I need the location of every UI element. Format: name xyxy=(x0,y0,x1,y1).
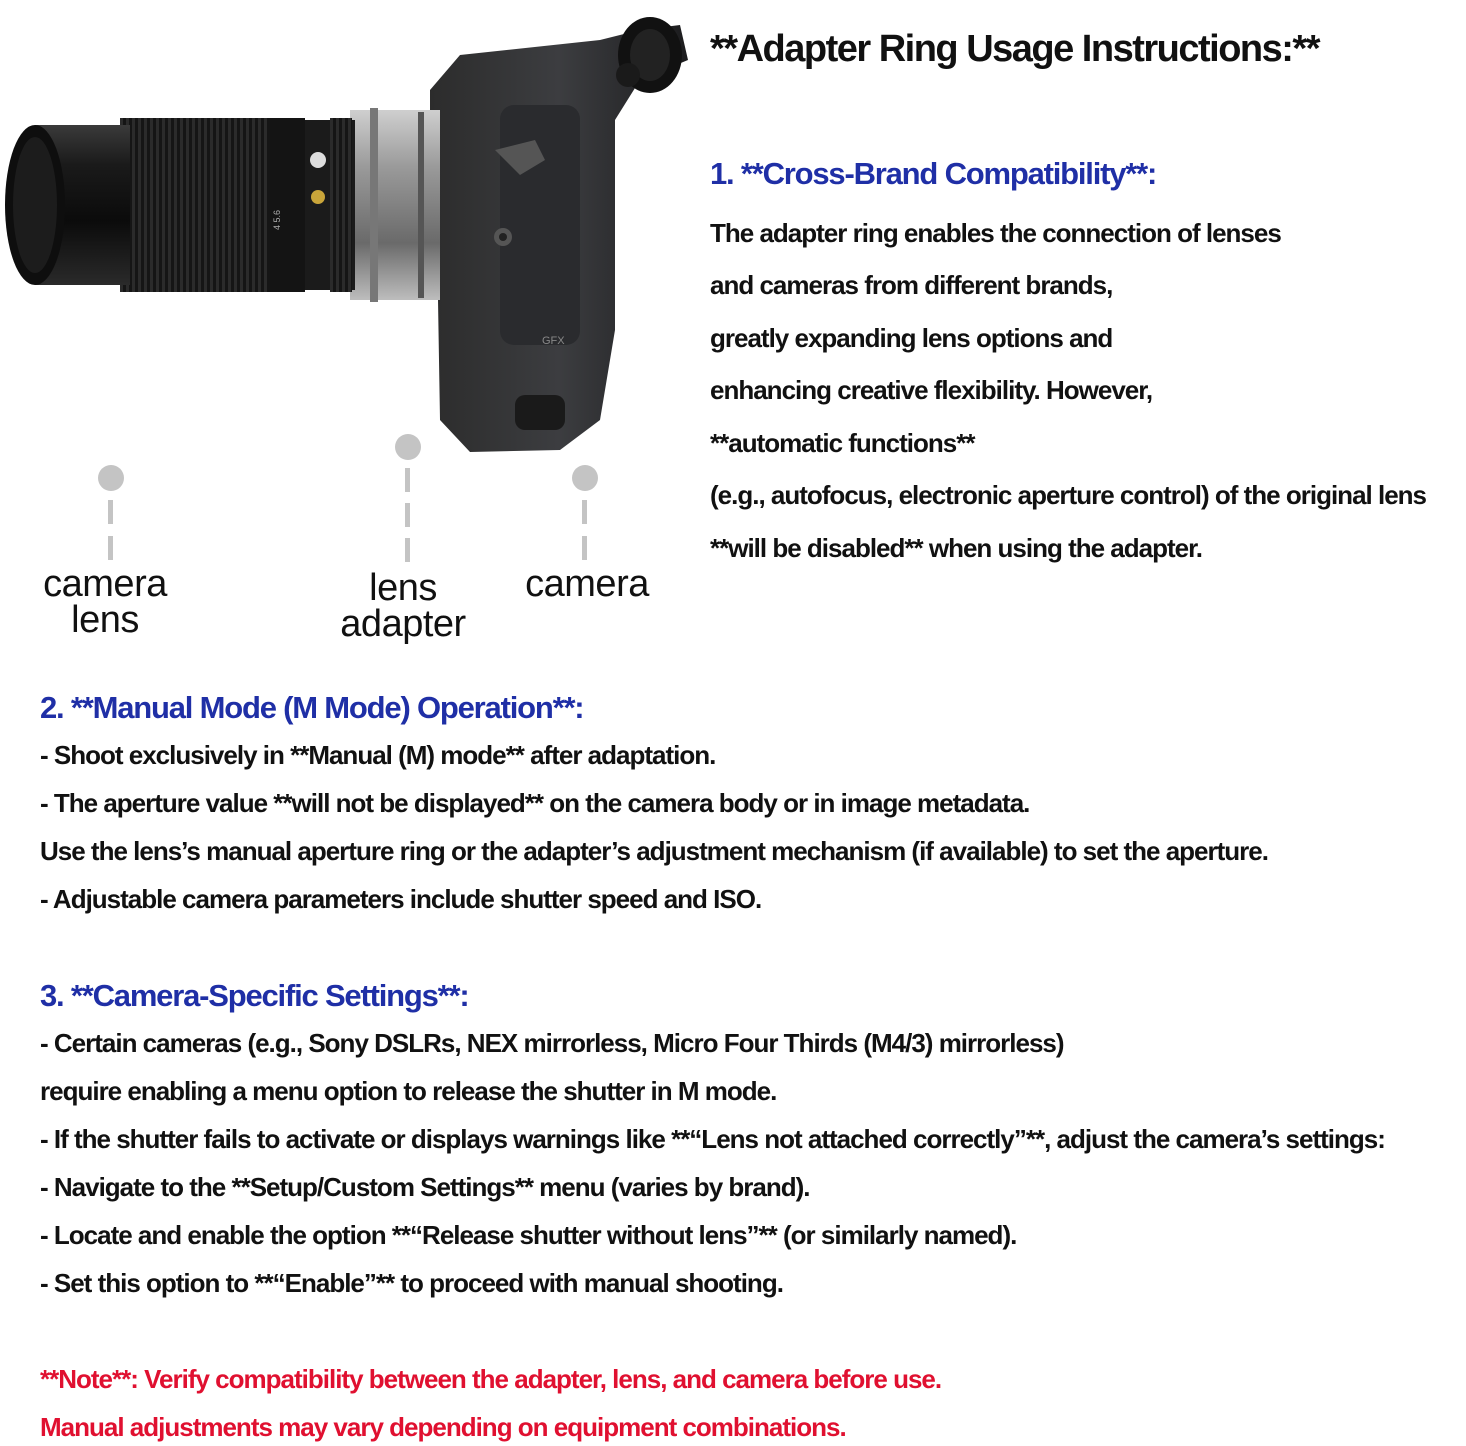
section3-line: - Navigate to the **Setup/Custom Settings** menu (varies by brand). xyxy=(40,1172,810,1202)
marker-dash xyxy=(582,536,587,560)
camera-label: camera xyxy=(525,563,649,605)
section2-line: - Adjustable camera parameters include shutter speed and ISO. xyxy=(40,884,762,914)
marker-dash xyxy=(108,500,113,524)
marker-dash xyxy=(405,503,410,527)
camera-lens-label xyxy=(20,563,190,641)
section2-line: - Shoot exclusively in **Manual (M) mode** after adaptation. xyxy=(40,740,716,770)
section1-line: **automatic functions** xyxy=(710,428,975,458)
camera-marker-dot xyxy=(572,465,598,491)
section1-line: and cameras from different brands, xyxy=(710,270,1113,300)
section3-line: - Certain cameras (e.g., Sony DSLRs, NEX mirrorless, Micro Four Thirds (M4/3) mirrorless) xyxy=(40,1028,1064,1058)
svg-text:4 5.6: 4 5.6 xyxy=(272,209,282,230)
section1-line: The adapter ring enables the connection of lenses xyxy=(710,218,1281,248)
marker-dash xyxy=(108,536,113,560)
section3-line: - If the shutter fails to activate or displays warnings like **“Lens not attached correctly”**, adjust the camera’s settings: xyxy=(40,1124,1385,1154)
section1-heading: 1. **Cross-Brand Compatibility**: xyxy=(710,156,1157,191)
section3-line: - Locate and enable the option **“Release shutter without lens”** (or similarly named). xyxy=(40,1220,1017,1250)
section1-line: **will be disabled** when using the adapter. xyxy=(710,533,1203,563)
section3-heading: 3. **Camera-Specific Settings**: xyxy=(40,978,469,1013)
marker-dash xyxy=(405,538,410,562)
page-title: **Adapter Ring Usage Instructions:** xyxy=(710,28,1319,70)
note-line: Manual adjustments may vary depending on equipment combinations. xyxy=(40,1412,846,1442)
camera-lens-label-line2: lens xyxy=(71,599,139,641)
lens-adapter-label-line2: adapter xyxy=(340,603,466,645)
marker-dash xyxy=(405,468,410,492)
lens-adapter-label xyxy=(318,567,488,645)
section2-heading: 2. **Manual Mode (M Mode) Operation**: xyxy=(40,690,584,725)
camera-lens-marker-dot xyxy=(98,465,124,491)
camera-lens-label-line1: camera xyxy=(43,563,167,605)
section3-line: - Set this option to **“Enable”** to proceed with manual shooting. xyxy=(40,1268,783,1298)
gfx-marking: GFX xyxy=(542,335,565,347)
note-line: **Note**: Verify compatibility between the adapter, lens, and camera before use. xyxy=(40,1364,942,1394)
camera-with-lens-photo xyxy=(0,0,690,470)
section1-line: (e.g., autofocus, electronic aperture control) of the original lens xyxy=(710,480,1426,510)
section2-line: Use the lens’s manual aperture ring or the adapter’s adjustment mechanism (if available) to set the aperture. xyxy=(40,836,1268,866)
section1-line: enhancing creative flexibility. However, xyxy=(710,375,1153,405)
lens-adapter-label-line1: lens xyxy=(369,567,437,609)
section1-line: greatly expanding lens options and xyxy=(710,323,1113,353)
marker-dash xyxy=(582,500,587,524)
lens-adapter-marker-dot xyxy=(395,434,421,460)
section2-line: - The aperture value **will not be displayed** on the camera body or in image metadata. xyxy=(40,788,1030,818)
section3-line: require enabling a menu option to release the shutter in M mode. xyxy=(40,1076,777,1106)
